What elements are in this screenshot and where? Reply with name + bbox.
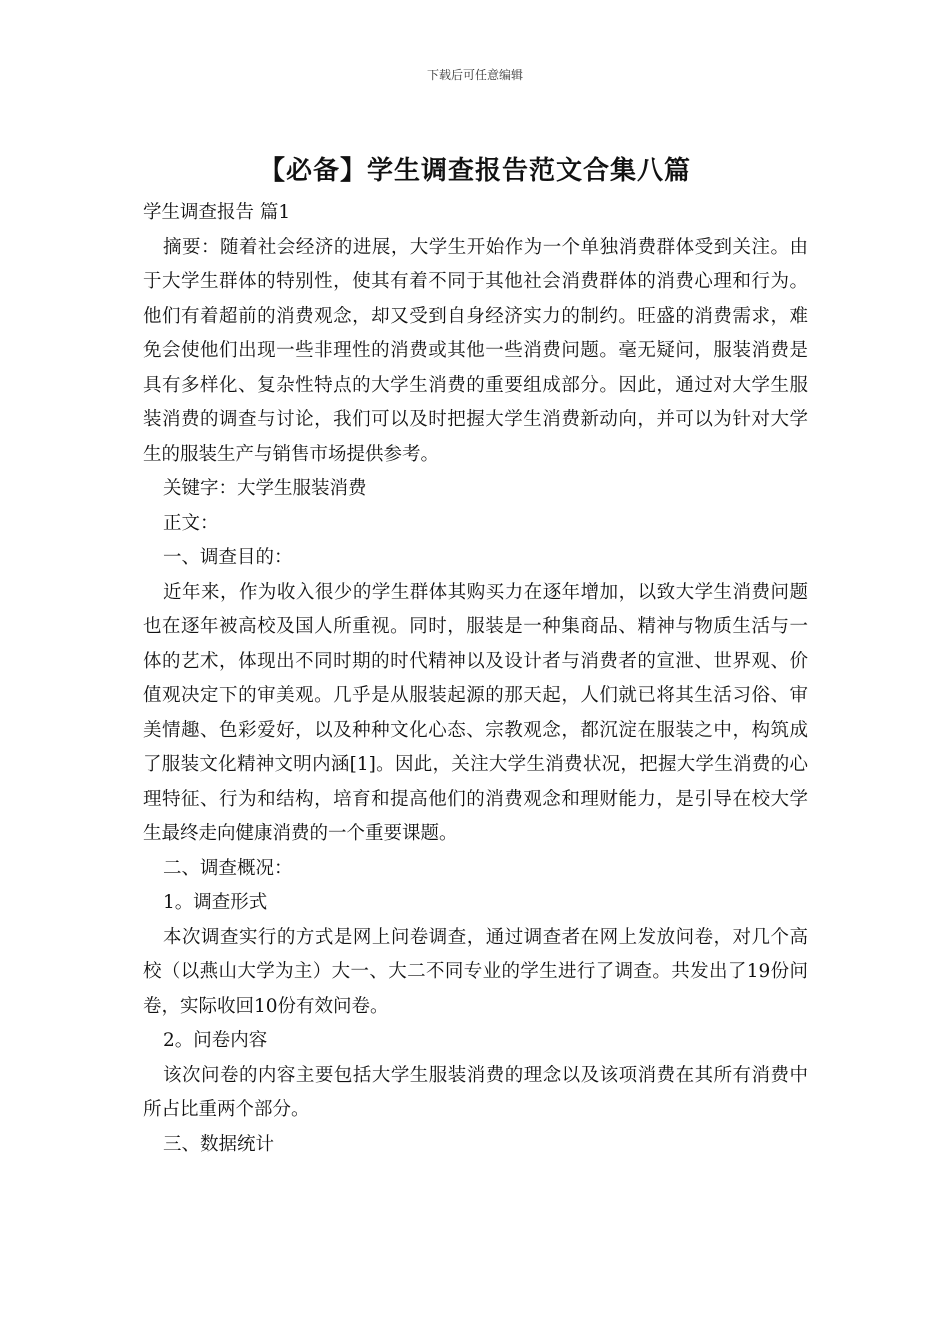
keywords-line: 关键字：大学生服装消费 bbox=[163, 478, 367, 499]
document-title: 【必备】学生调查报告范文合集八篇 bbox=[258, 156, 691, 186]
page-header: 下载后可任意编辑 bbox=[426, 68, 523, 82]
heading-purpose: 一、调查目的： bbox=[163, 547, 293, 568]
document-body bbox=[143, 196, 808, 1162]
body-label: 正文： bbox=[163, 512, 219, 534]
heading-statistics: 三、数据统计 bbox=[163, 1133, 275, 1155]
section-heading: 学生调查报告 篇1 bbox=[143, 202, 291, 223]
content-paragraph: 该次问卷的内容主要包括大学生服装消费的理念以及该项消费在其所有消费中所占比重两个部分。 bbox=[143, 1064, 808, 1120]
form-paragraph: 本次调查实行的方式是网上问卷调查，通过调查者在网上发放问卷，对几个高校（以燕山大学为主）大一、大二不同专业的学生进行了调查。共发出了19份问卷，实际收回10份有效问卷。 bbox=[143, 926, 808, 1017]
purpose-paragraph: 近年来，作为收入很少的学生群体其购买力在逐年增加，以致大学生消费问题也在逐年被高校及国人所重视。同时，服装是一种集商品、精神与物质生活与一体的艺术，体现出不同时期的时代精神以及设计者与消费者的宣泄、世界观、价值观决定下的审美观。几乎是从服装起源的那天起，人们就已将其生活习俗、审美情趣、色彩爱好，以及种种文化心态、宗教观念，都沉淀在服装之中，构筑成了服装文化精神文明内涵[1]。因此，关注大学生消费状况，把握大学生消费的心理特征、行为和结构，培育和提高他们的消费观念和理财能力，是引导在校大学生最终走向健康消费的一个重要课题。 bbox=[143, 581, 808, 844]
abstract-paragraph: 摘要：随着社会经济的进展，大学生开始作为一个单独消费群体受到关注。由于大学生群体的特别性，使其有着不同于其他社会消费群体的消费心理和行为。他们有着超前的消费观念，却又受到自身经济实力的制约。旺盛的消费需求，难免会使他们出现一些非理性的消费或其他一些消费问题。毫无疑问，服装消费是具有多样化、复杂性特点的大学生消费的重要组成部分。因此，通过对大学生服装消费的调查与讨论，我们可以及时把握大学生消费新动向，并可以为针对大学生的服装生产与销售市场提供参考。 bbox=[143, 236, 808, 465]
subheading-content: 2。问卷内容 bbox=[163, 1030, 268, 1051]
subheading-form: 1。调查形式 bbox=[163, 892, 268, 913]
heading-overview: 二、调查概况： bbox=[163, 857, 293, 879]
